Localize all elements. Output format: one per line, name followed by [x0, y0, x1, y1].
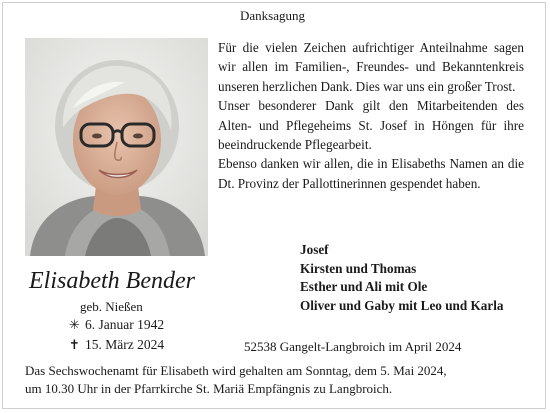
death-date [69, 337, 164, 353]
family-member: Oliver und Gaby mit Leo und Karla [300, 297, 504, 313]
thank-you-paragraph-3: Ebenso danken wir allen, die in Elisabeths Namen an die Dt. Provinz der Pallottinerinnen gespendet haben. [218, 156, 524, 191]
deceased-name: Elisabeth Bender [29, 268, 195, 294]
family-member: Kirsten und Thomas [300, 260, 417, 276]
portrait-photo [25, 38, 208, 256]
birth-date [69, 317, 164, 333]
death-date-text: 15. März 2024 [85, 337, 165, 352]
family-signatures [300, 241, 503, 315]
death-cross-icon: ✝ [69, 338, 80, 353]
memorial-service-note [25, 362, 525, 398]
service-line-2: um 10.30 Uhr in der Pfarrkirche St. Mariä Empfängnis zu Langbroich. [25, 381, 393, 396]
thank-you-text [218, 38, 524, 193]
place-and-date: 52538 Gangelt-Langbroich im April 2024 [244, 339, 462, 354]
family-member: Josef [300, 242, 329, 257]
birth-star-icon: ✳ [69, 318, 80, 333]
notice-heading: Danksagung [240, 8, 305, 23]
birth-date-text: 6. Januar 1942 [85, 317, 165, 332]
maiden-name: geb. Nießen [80, 299, 143, 314]
thank-you-paragraph-1: Für die vielen Zeichen aufrichtiger Anteilnahme sagen wir allen im Familien-, Freundes- und Bekanntenkreis unseren herzlichen Dank. Dies war uns ein großer Trost. [218, 40, 524, 94]
family-member: Esther und Ali mit Ole [300, 279, 428, 295]
service-line-1: Das Sechswochenamt für Elisabeth wird gehalten am Sonntag, dem 5. Mai 2024, [25, 363, 447, 378]
thank-you-paragraph-2: Unser besonderer Dank gilt den Mitarbeitenden des Alten- und Pflegeheims St. Josef in Höngen für ihre beeindruckende Pflegearbeit. [218, 98, 524, 153]
